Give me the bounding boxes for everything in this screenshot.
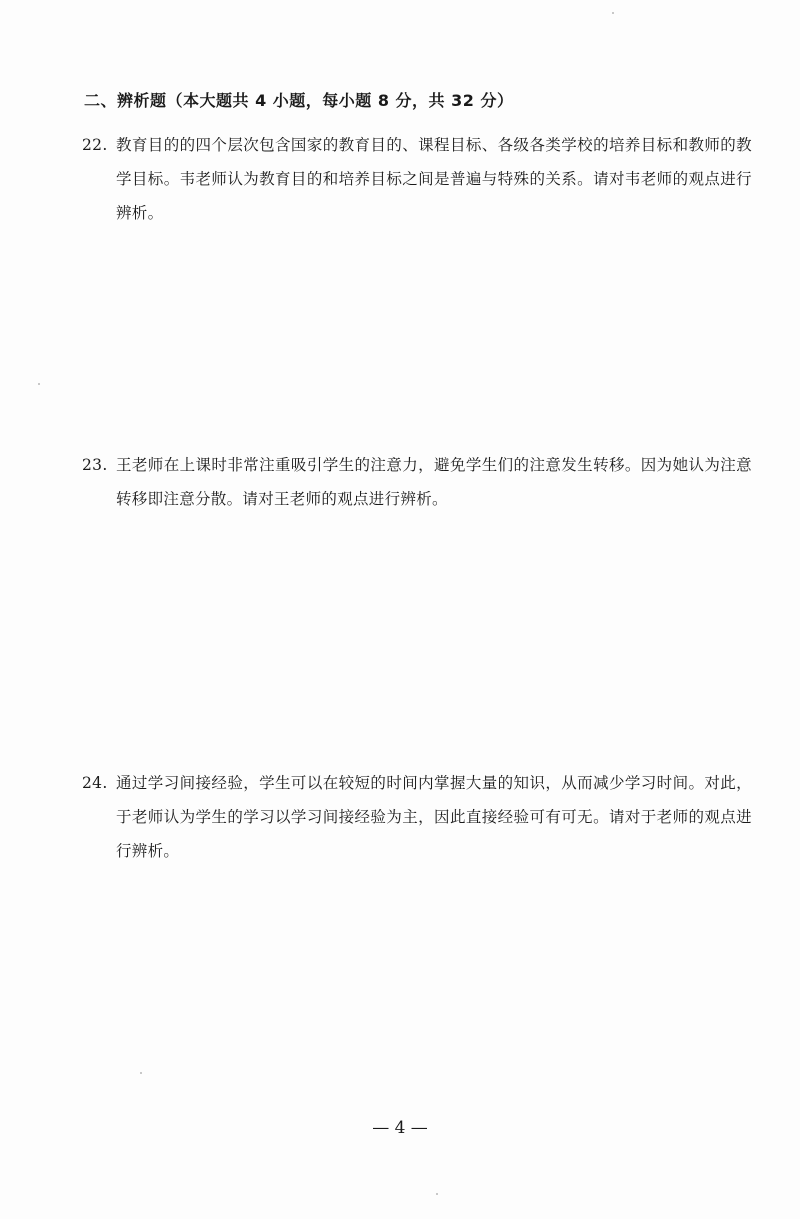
- scan-speck: [436, 1193, 438, 1195]
- question-24: [82, 766, 752, 868]
- scan-speck: [612, 12, 614, 14]
- question-number: 24.: [82, 774, 108, 792]
- question-text: 王老师在上课时非常注重吸引学生的注意力，避免学生们的注意发生转移。因为她认为注意转移即注意分散。请对王老师的观点进行辨析。: [116, 456, 752, 508]
- question-number: 23.: [82, 456, 108, 474]
- section-heading: 二、辨析题（本大题共 4 小题，每小题 8 分，共 32 分）: [84, 91, 514, 110]
- page-number: — 4 —: [372, 1118, 428, 1138]
- scan-speck: [140, 1072, 142, 1074]
- question-text: 教育目的的四个层次包含国家的教育目的、课程目标、各级各类学校的培养目标和教师的教学目标。韦老师认为教育目的和培养目标之间是普遍与特殊的关系。请对韦老师的观点进行辨析。: [116, 136, 752, 222]
- scan-speck: [38, 383, 40, 385]
- question-22: [82, 128, 752, 230]
- question-text: 通过学习间接经验，学生可以在较短的时间内掌握大量的知识，从而减少学习时间。对此，于老师认为学生的学习以学习间接经验为主，因此直接经验可有可无。请对于老师的观点进行辨析。: [116, 774, 752, 860]
- question-number: 22.: [82, 136, 108, 154]
- question-23: [82, 448, 752, 516]
